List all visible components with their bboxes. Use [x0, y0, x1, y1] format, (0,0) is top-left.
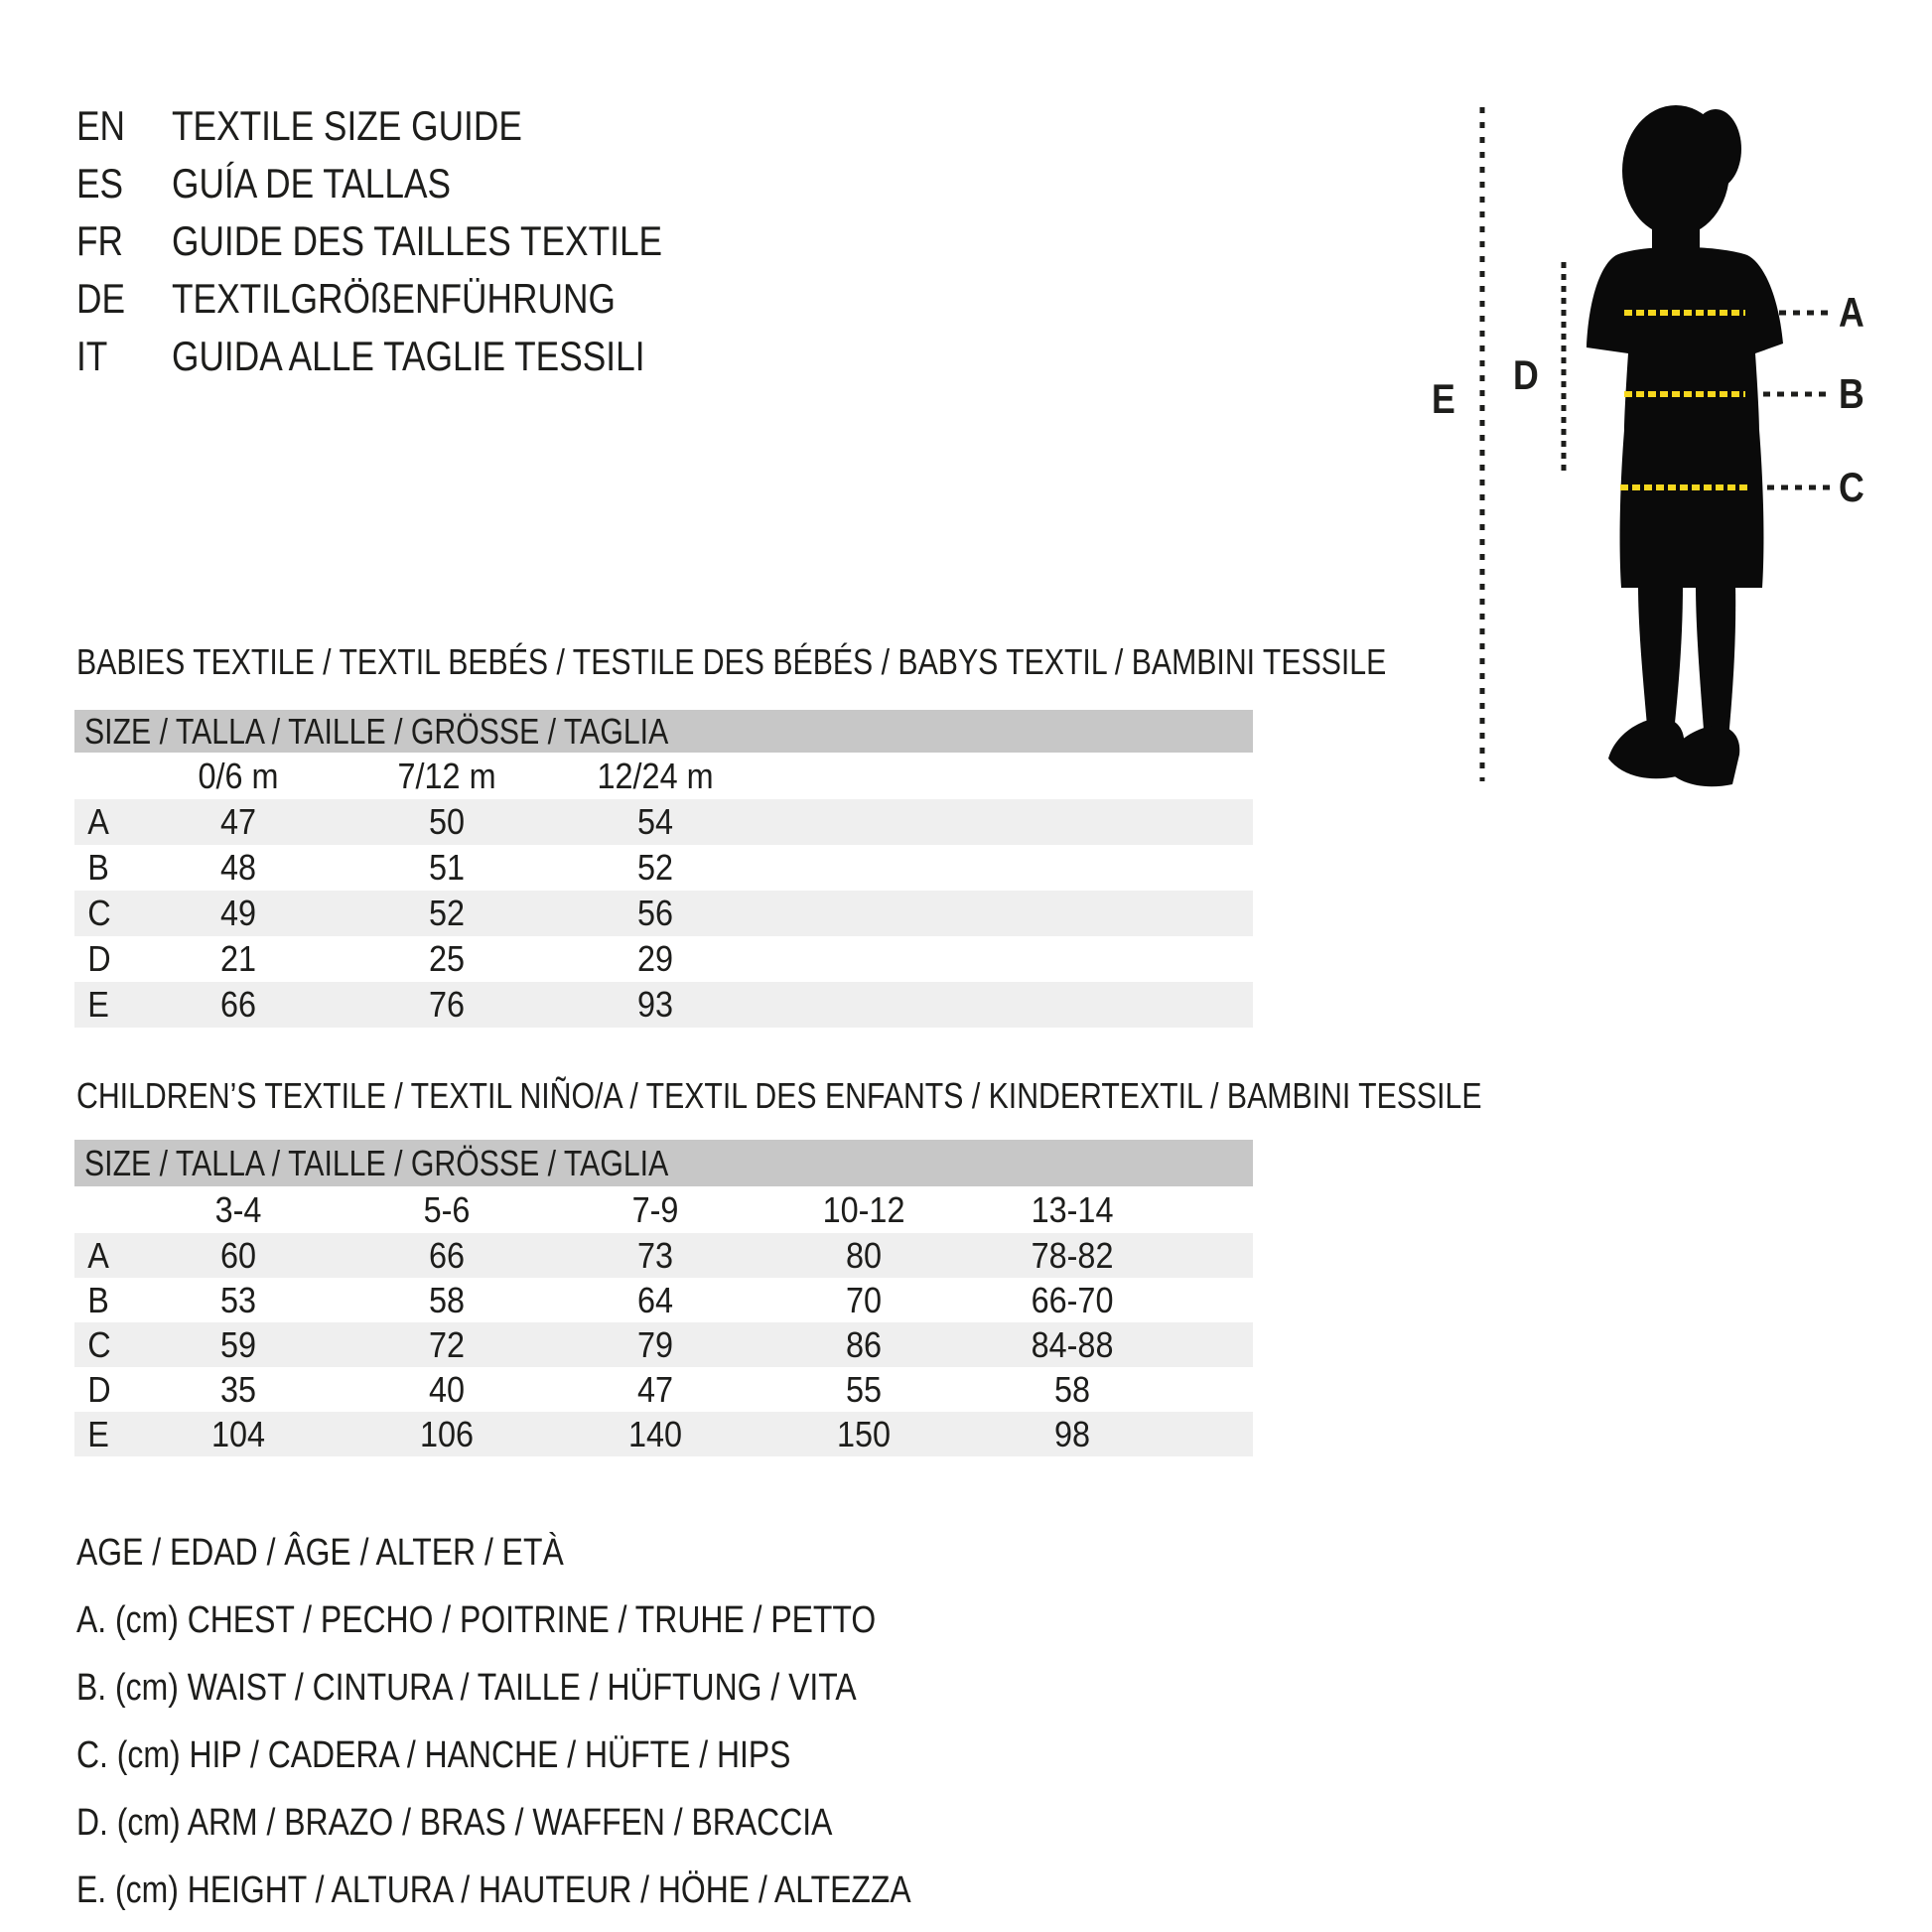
figure-label-d: D — [1513, 351, 1539, 398]
table-row — [74, 845, 1253, 891]
children-size-table — [74, 1140, 1253, 1456]
children-size-header-band — [74, 1140, 1253, 1186]
babies-size-header-text: SIZE / TALLA / TAILLE / GRÖSSE / TAGLIA — [84, 710, 669, 752]
cell-value: 56 — [636, 893, 674, 933]
cell-value: 86 — [845, 1323, 883, 1365]
row-label: C — [87, 1323, 111, 1365]
cell-value: 72 — [428, 1323, 466, 1365]
children-col-5-6: 5-6 — [423, 1188, 471, 1230]
cell-value: 48 — [219, 847, 257, 888]
lang-title-de: TEXTILGRÖßENFÜHRUNG — [172, 275, 616, 322]
babies-size-header-band — [74, 710, 1253, 753]
cell-value: 70 — [845, 1279, 883, 1320]
children-col-13-14: 13-14 — [1031, 1188, 1114, 1230]
cell-value: 47 — [219, 801, 257, 842]
row-label: C — [87, 893, 111, 933]
children-section-title — [76, 1074, 1749, 1118]
lang-row-de — [76, 270, 756, 328]
babies-column-header-row — [74, 753, 1253, 799]
cell-value: 140 — [627, 1413, 683, 1454]
legend-age — [76, 1519, 1070, 1587]
lang-row-en — [76, 97, 756, 155]
cell-value: 21 — [219, 938, 257, 979]
legend-age-text: AGE / EDAD / ÂGE / ALTER / ETÀ — [76, 1531, 564, 1574]
child-silhouette-graphic — [1420, 84, 1896, 799]
table-row — [74, 936, 1253, 982]
table-row — [74, 1367, 1253, 1412]
figure-label-b: B — [1839, 370, 1864, 417]
cell-value: 59 — [219, 1323, 257, 1365]
lang-title-fr: GUIDE DES TAILLES TEXTILE — [172, 217, 663, 264]
row-label: E — [87, 984, 109, 1025]
cell-value: 52 — [428, 893, 466, 933]
lang-row-es — [76, 155, 756, 212]
cell-value: 54 — [636, 801, 674, 842]
legend-arm-text: D. (cm) ARM / BRAZO / BRAS / WAFFEN / BRACCIA — [76, 1801, 833, 1844]
lang-title-it: GUIDA ALLE TAGLIE TESSILI — [172, 333, 645, 379]
babies-col-12-24m: 12/24 m — [597, 755, 714, 796]
lang-code-fr: FR — [76, 217, 124, 264]
babies-size-table — [74, 710, 1253, 1028]
cell-value: 84-88 — [1031, 1323, 1114, 1365]
lang-title-en: TEXTILE SIZE GUIDE — [172, 102, 522, 149]
legend-arm — [76, 1789, 1070, 1857]
language-title-list — [76, 97, 756, 385]
babies-section-title — [76, 640, 1636, 684]
children-col-7-9: 7-9 — [631, 1188, 679, 1230]
lang-code-it: IT — [76, 333, 108, 379]
cell-value: 66 — [219, 984, 257, 1025]
babies-section-title-text: BABIES TEXTILE / TEXTIL BEBÉS / TESTILE DES BÉBÉS / BABYS TEXTIL / BAMBINI TESSILE — [76, 641, 1387, 682]
child-silhouette — [1587, 105, 1783, 786]
children-size-header-text: SIZE / TALLA / TAILLE / GRÖSSE / TAGLIA — [84, 1142, 669, 1183]
lang-code-es: ES — [76, 160, 124, 207]
babies-col-0-6m: 0/6 m — [198, 755, 279, 796]
row-label: E — [87, 1413, 109, 1454]
cell-value: 79 — [636, 1323, 674, 1365]
cell-value: 50 — [428, 801, 466, 842]
figure-label-c: C — [1839, 464, 1864, 510]
figure-label-a: A — [1839, 289, 1864, 336]
cell-value: 35 — [219, 1368, 257, 1410]
lang-title-es: GUÍA DE TALLAS — [172, 160, 452, 207]
lang-code-de: DE — [76, 275, 126, 322]
cell-value: 25 — [428, 938, 466, 979]
cell-value: 29 — [636, 938, 674, 979]
babies-col-7-12m: 7/12 m — [397, 755, 496, 796]
cell-value: 106 — [419, 1413, 475, 1454]
legend-waist — [76, 1654, 1070, 1722]
table-row — [74, 799, 1253, 845]
cell-value: 76 — [428, 984, 466, 1025]
cell-value: 55 — [845, 1368, 883, 1410]
cell-value: 58 — [1053, 1368, 1091, 1410]
legend-height — [76, 1857, 1070, 1924]
row-label: B — [87, 1279, 109, 1320]
cell-value: 64 — [636, 1279, 674, 1320]
row-label: D — [87, 1368, 111, 1410]
legend-height-text: E. (cm) HEIGHT / ALTURA / HAUTEUR / HÖHE / ALTEZZA — [76, 1868, 911, 1911]
cell-value: 58 — [428, 1279, 466, 1320]
table-row — [74, 982, 1253, 1028]
cell-value: 40 — [428, 1368, 466, 1410]
cell-value: 47 — [636, 1368, 674, 1410]
table-row — [74, 1322, 1253, 1367]
figure-label-e: E — [1432, 375, 1455, 422]
legend-chest — [76, 1587, 1070, 1654]
cell-value: 78-82 — [1031, 1234, 1114, 1276]
legend-waist-text: B. (cm) WAIST / CINTURA / TAILLE / HÜFTUNG / VITA — [76, 1666, 857, 1709]
legend-hip — [76, 1722, 1070, 1789]
cell-value: 53 — [219, 1279, 257, 1320]
cell-value: 60 — [219, 1234, 257, 1276]
table-row — [74, 891, 1253, 936]
lang-code-en: EN — [76, 102, 126, 149]
cell-value: 104 — [210, 1413, 266, 1454]
cell-value: 93 — [636, 984, 674, 1025]
cell-value: 49 — [219, 893, 257, 933]
cell-value: 73 — [636, 1234, 674, 1276]
cell-value: 51 — [428, 847, 466, 888]
children-column-header-row — [74, 1186, 1253, 1233]
lang-row-fr — [76, 212, 756, 270]
cell-value: 98 — [1053, 1413, 1091, 1454]
table-row — [74, 1278, 1253, 1322]
table-row — [74, 1233, 1253, 1278]
children-col-10-12: 10-12 — [822, 1188, 905, 1230]
legend-chest-text: A. (cm) CHEST / PECHO / POITRINE / TRUHE / PETTO — [76, 1598, 877, 1641]
table-row — [74, 1412, 1253, 1456]
row-label: D — [87, 938, 111, 979]
cell-value: 150 — [836, 1413, 892, 1454]
cell-value: 52 — [636, 847, 674, 888]
cell-value: 80 — [845, 1234, 883, 1276]
children-section-title-text: CHILDREN’S TEXTILE / TEXTIL NIÑO/A / TEXTIL DES ENFANTS / KINDERTEXTIL / BAMBINI TESSILE — [76, 1075, 1482, 1116]
row-label: A — [87, 801, 109, 842]
children-col-3-4: 3-4 — [214, 1188, 262, 1230]
cell-value: 66-70 — [1031, 1279, 1114, 1320]
row-label: B — [87, 847, 109, 888]
measurement-legend — [76, 1519, 1070, 1924]
cell-value: 66 — [428, 1234, 466, 1276]
row-label: A — [87, 1234, 109, 1276]
lang-row-it — [76, 328, 756, 385]
legend-hip-text: C. (cm) HIP / CADERA / HANCHE / HÜFTE / HIPS — [76, 1733, 791, 1776]
